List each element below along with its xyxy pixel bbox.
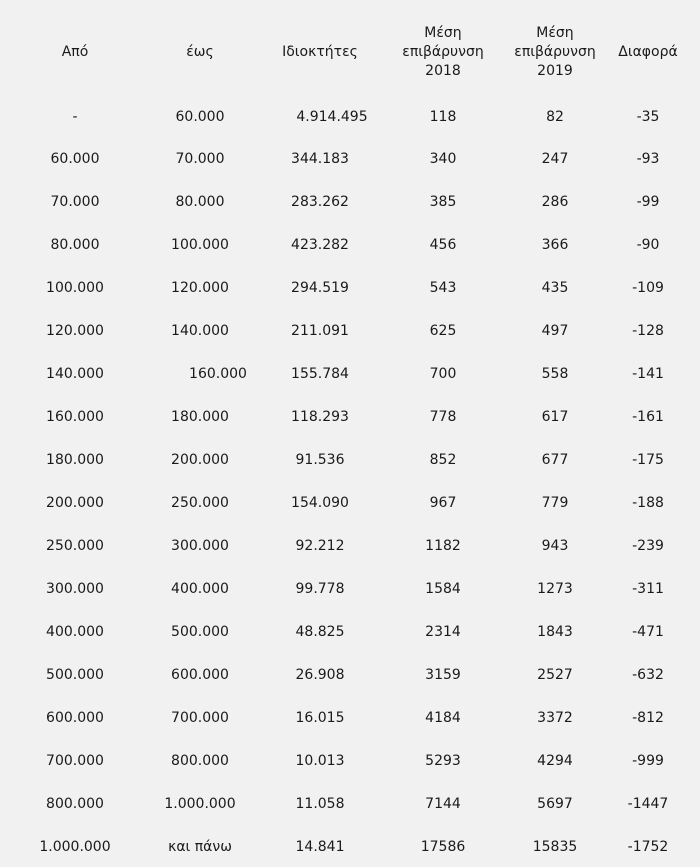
cell-to: και πάνω xyxy=(168,838,232,855)
table-row xyxy=(0,145,700,173)
cell-avg-2018: 967 xyxy=(429,494,457,511)
table-row xyxy=(0,661,700,689)
cell-avg-2019: 5697 xyxy=(537,795,573,812)
cell-difference: -812 xyxy=(632,709,664,726)
header-from-line: Από xyxy=(61,43,89,60)
cell-avg-2019: 3372 xyxy=(537,709,573,726)
cell-to: 120.000 xyxy=(171,279,229,296)
cell-to: 800.000 xyxy=(171,752,229,769)
cell-to: 140.000 xyxy=(171,322,229,339)
cell-avg-2019: 497 xyxy=(541,322,569,339)
cell-from: 800.000 xyxy=(46,795,104,812)
header-avg-2019-line: 2019 xyxy=(537,62,573,79)
cell-difference: -632 xyxy=(632,666,664,683)
cell-to: 300.000 xyxy=(171,537,229,554)
cell-owners: 118.293 xyxy=(291,408,349,425)
cell-to: 200.000 xyxy=(171,451,229,468)
table-row xyxy=(0,704,700,732)
table-row xyxy=(0,188,700,216)
cell-to: 500.000 xyxy=(171,623,229,640)
cell-difference: -93 xyxy=(636,150,660,167)
cell-avg-2019: 617 xyxy=(541,408,569,425)
cell-owners: 344.183 xyxy=(291,150,349,167)
cell-to: 100.000 xyxy=(171,236,229,253)
cell-owners: 423.282 xyxy=(291,236,349,253)
cell-owners: 11.058 xyxy=(295,795,345,812)
cell-difference: -141 xyxy=(632,365,664,382)
cell-avg-2019: 247 xyxy=(541,150,569,167)
cell-avg-2018: 118 xyxy=(429,108,457,125)
cell-avg-2019: 286 xyxy=(541,193,569,210)
header-avg-2018-line: Μέση xyxy=(424,24,462,41)
cell-from: 600.000 xyxy=(46,709,104,726)
cell-avg-2019: 2527 xyxy=(537,666,573,683)
header-avg-2018-line: επιβάρυνση xyxy=(402,43,484,60)
cell-avg-2018: 543 xyxy=(429,279,457,296)
cell-avg-2018: 4184 xyxy=(425,709,461,726)
cell-to: 700.000 xyxy=(171,709,229,726)
cell-owners: 211.091 xyxy=(291,322,349,339)
header-owners xyxy=(265,20,375,84)
cell-avg-2018: 385 xyxy=(429,193,457,210)
table-row xyxy=(0,747,700,775)
cell-owners: 155.784 xyxy=(291,365,349,382)
cell-owners: 92.212 xyxy=(295,537,345,554)
cell-difference: -128 xyxy=(632,322,664,339)
cell-owners: 48.825 xyxy=(295,623,345,640)
cell-avg-2019: 4294 xyxy=(537,752,573,769)
cell-avg-2018: 3159 xyxy=(425,666,461,683)
table-row xyxy=(0,360,700,388)
cell-difference: -471 xyxy=(632,623,664,640)
cell-difference: -161 xyxy=(632,408,664,425)
cell-from: 700.000 xyxy=(46,752,104,769)
cell-difference: -175 xyxy=(632,451,664,468)
cell-difference: -109 xyxy=(632,279,664,296)
header-from xyxy=(25,20,125,84)
header-difference-line: Διαφορά xyxy=(618,43,678,60)
table-row xyxy=(0,790,700,818)
cell-avg-2019: 677 xyxy=(541,451,569,468)
table-row xyxy=(0,103,700,131)
header-difference xyxy=(603,20,693,84)
cell-difference: -188 xyxy=(632,494,664,511)
cell-avg-2018: 7144 xyxy=(425,795,461,812)
cell-from: 100.000 xyxy=(46,279,104,296)
cell-avg-2018: 5293 xyxy=(425,752,461,769)
table-row xyxy=(0,618,700,646)
cell-from: 180.000 xyxy=(46,451,104,468)
header-avg-2018-line: 2018 xyxy=(425,62,461,79)
cell-difference: -999 xyxy=(632,752,664,769)
header-avg-2019-line: επιβάρυνση xyxy=(514,43,596,60)
cell-to: 400.000 xyxy=(171,580,229,597)
cell-difference: -99 xyxy=(636,193,660,210)
cell-avg-2019: 1843 xyxy=(537,623,573,640)
cell-difference: -90 xyxy=(636,236,660,253)
cell-difference: -1447 xyxy=(627,795,669,812)
cell-owners: 154.090 xyxy=(291,494,349,511)
cell-owners: 14.841 xyxy=(295,838,345,855)
cell-avg-2019: 366 xyxy=(541,236,569,253)
table-row xyxy=(0,403,700,431)
cell-to: 1.000.000 xyxy=(164,795,236,812)
cell-difference: -1752 xyxy=(627,838,669,855)
cell-avg-2018: 852 xyxy=(429,451,457,468)
header-avg-2019-line: Μέση xyxy=(536,24,574,41)
cell-avg-2019: 1273 xyxy=(537,580,573,597)
cell-avg-2018: 700 xyxy=(429,365,457,382)
cell-from: 60.000 xyxy=(50,150,100,167)
cell-avg-2018: 1584 xyxy=(425,580,461,597)
cell-difference: -35 xyxy=(636,108,660,125)
cell-owners: 10.013 xyxy=(295,752,345,769)
table-row xyxy=(0,489,700,517)
cell-from: 70.000 xyxy=(50,193,100,210)
cell-avg-2019: 779 xyxy=(541,494,569,511)
table-row xyxy=(0,575,700,603)
cell-from: 1.000.000 xyxy=(39,838,111,855)
cell-owners: 91.536 xyxy=(295,451,345,468)
cell-avg-2018: 456 xyxy=(429,236,457,253)
table-row xyxy=(0,833,700,861)
cell-to: 70.000 xyxy=(175,150,225,167)
cell-owners: 26.908 xyxy=(295,666,345,683)
table-row xyxy=(0,532,700,560)
table-row xyxy=(0,317,700,345)
cell-from: 400.000 xyxy=(46,623,104,640)
header-to xyxy=(145,20,255,84)
cell-avg-2018: 778 xyxy=(429,408,457,425)
cell-owners: 99.778 xyxy=(295,580,345,597)
cell-avg-2019: 15835 xyxy=(532,838,578,855)
cell-from: 250.000 xyxy=(46,537,104,554)
cell-from: - xyxy=(72,108,78,125)
cell-avg-2019: 558 xyxy=(541,365,569,382)
cell-from: 80.000 xyxy=(50,236,100,253)
cell-avg-2019: 943 xyxy=(541,537,569,554)
cell-from: 160.000 xyxy=(46,408,104,425)
cell-difference: -239 xyxy=(632,537,664,554)
cell-owners: 294.519 xyxy=(291,279,349,296)
cell-avg-2018: 625 xyxy=(429,322,457,339)
cell-avg-2019: 82 xyxy=(546,108,564,125)
cell-to: 80.000 xyxy=(175,193,225,210)
cell-from: 200.000 xyxy=(46,494,104,511)
table-row xyxy=(0,231,700,259)
cell-to: 60.000 xyxy=(175,108,225,125)
cell-from: 300.000 xyxy=(46,580,104,597)
header-avg-2019 xyxy=(500,20,610,84)
cell-owners: 16.015 xyxy=(295,709,345,726)
cell-from: 120.000 xyxy=(46,322,104,339)
header-to-line: έως xyxy=(186,43,214,60)
cell-avg-2018: 2314 xyxy=(425,623,461,640)
cell-avg-2019: 435 xyxy=(541,279,569,296)
cell-to: 180.000 xyxy=(171,408,229,425)
cell-avg-2018: 340 xyxy=(429,150,457,167)
header-owners-line: Ιδιοκτήτες xyxy=(282,43,358,60)
cell-to: 250.000 xyxy=(171,494,229,511)
cell-avg-2018: 1182 xyxy=(425,537,461,554)
cell-owners: 283.262 xyxy=(291,193,349,210)
cell-from: 140.000 xyxy=(46,365,104,382)
table-row xyxy=(0,446,700,474)
cell-owners: 4.914.495 xyxy=(296,108,368,125)
cell-from: 500.000 xyxy=(46,666,104,683)
table-row xyxy=(0,274,700,302)
cell-difference: -311 xyxy=(632,580,664,597)
cell-to: 600.000 xyxy=(171,666,229,683)
table-header-row xyxy=(0,20,700,84)
header-avg-2018 xyxy=(388,20,498,84)
cell-avg-2018: 17586 xyxy=(420,838,466,855)
cell-to: 160.000 xyxy=(189,365,247,382)
